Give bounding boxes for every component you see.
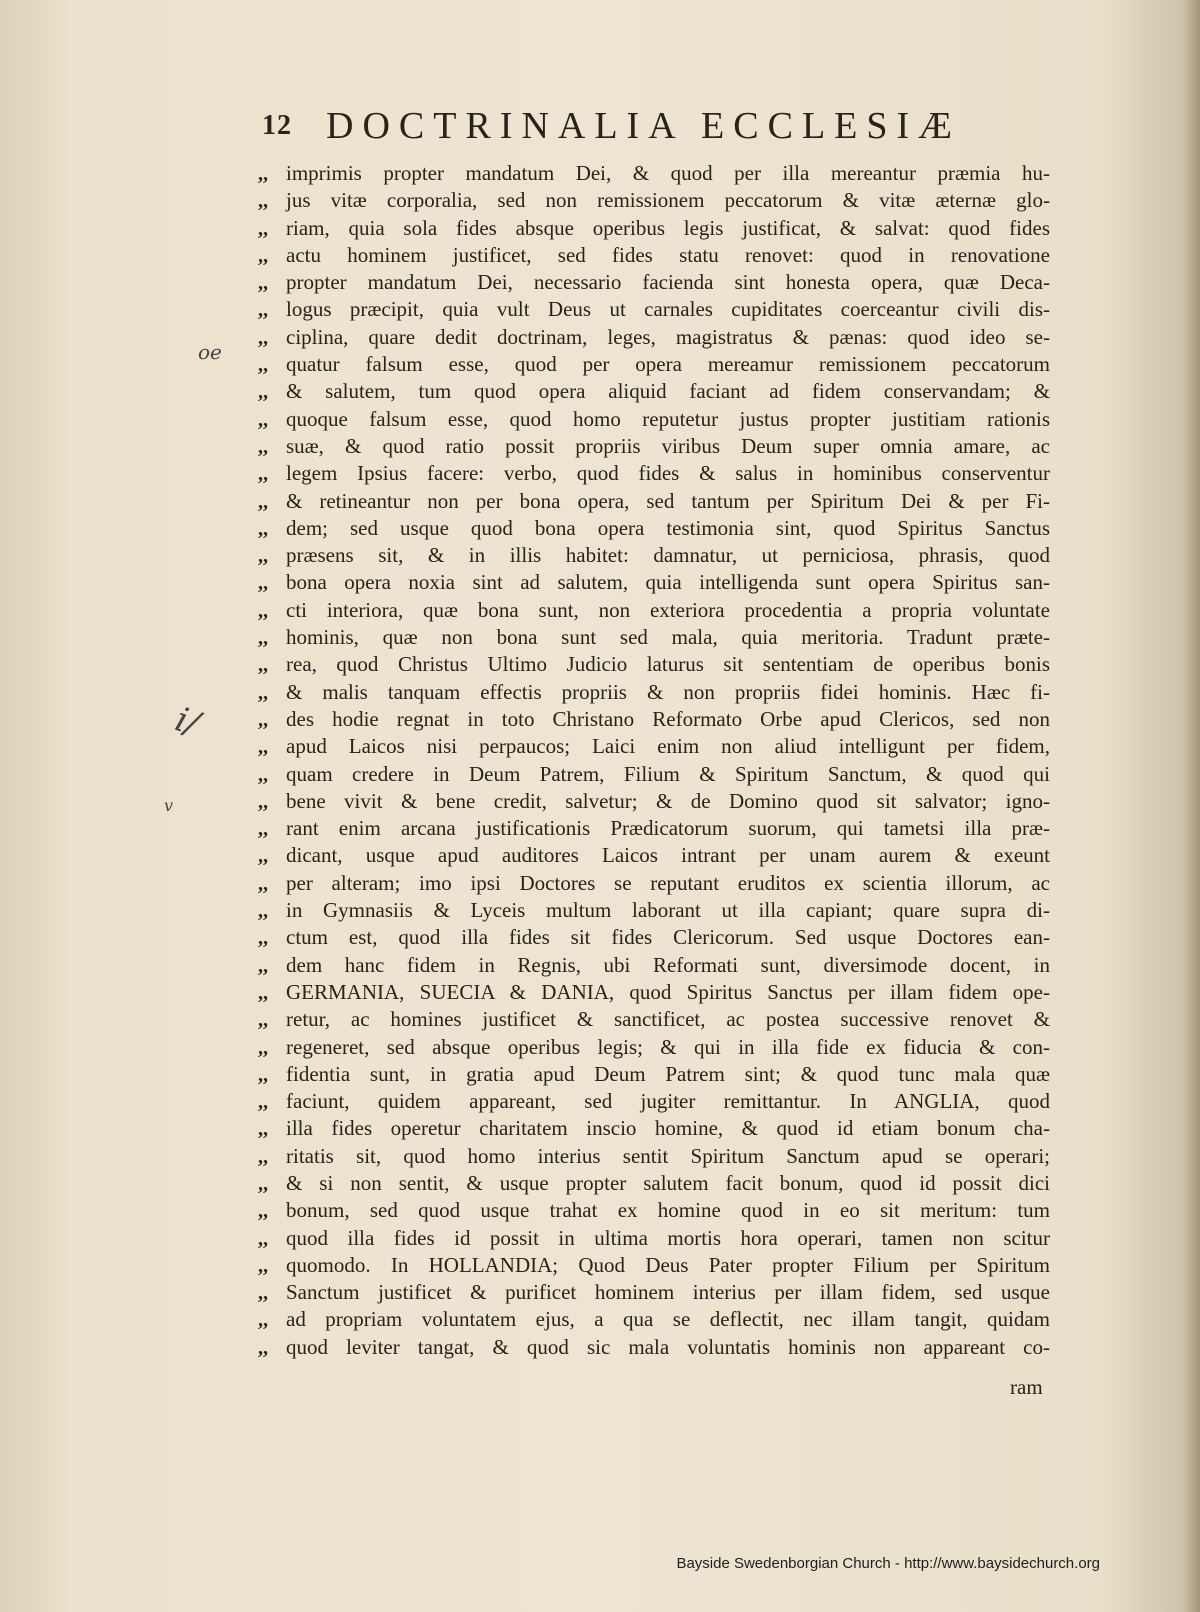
quote-mark: ,, <box>258 244 268 267</box>
quote-mark: ,, <box>258 872 268 895</box>
quote-mark: ,, <box>258 463 268 486</box>
text-line <box>258 1334 1050 1361</box>
text-line <box>258 788 1050 815</box>
quote-mark: ,, <box>258 763 268 786</box>
line-text: propter mandatum Dei, necessario facienda sint honesta opera, quæ Deca- <box>286 270 1050 295</box>
line-text: actu hominem justificet, sed fides statu renovet: quod in renovatione <box>286 242 1050 267</box>
text-line <box>258 378 1050 405</box>
running-head <box>262 104 1062 154</box>
line-text: jus vitæ corporalia, sed non remissionem peccatorum & vitæ æternæ glo- <box>286 188 1050 213</box>
quote-mark: ,, <box>258 326 268 349</box>
line-text: legem Ipsius facere: verbo, quod fides & salus in hominibus conserventur <box>286 461 1050 486</box>
line-text: bona opera noxia sint ad salutem, quia intelligenda sunt opera Spiritus san- <box>286 570 1050 595</box>
line-text: quod illa fides id possit in ultima mortis hora operari, tamen non scitur <box>286 1225 1050 1250</box>
text-line <box>258 597 1050 624</box>
text-line <box>258 733 1050 760</box>
text-line <box>258 679 1050 706</box>
catchword: ram <box>1010 1375 1043 1399</box>
text-line <box>258 761 1050 788</box>
text-line <box>258 1034 1050 1061</box>
text-line <box>258 351 1050 378</box>
quote-mark: ,, <box>258 354 268 377</box>
quote-mark: ,, <box>258 381 268 404</box>
line-text: dicant, usque apud auditores Laicos intrant per unam aurem & exeunt <box>286 843 1050 868</box>
line-text: quoque falsum esse, quod homo reputetur justus propter justitiam rationis <box>286 406 1050 431</box>
text-line <box>258 433 1050 460</box>
margin-note-i: i/ <box>170 699 204 745</box>
quote-mark: ,, <box>258 981 268 1004</box>
text-line <box>258 870 1050 897</box>
quote-mark: ,, <box>258 490 268 513</box>
text-line <box>258 187 1050 214</box>
line-text: apud Laicos nisi perpaucos; Laici enim non aliud intelligunt per fidem, <box>286 734 1050 759</box>
text-line <box>258 1225 1050 1252</box>
margin-note-oe: oe <box>198 340 222 364</box>
quote-mark: ,, <box>258 681 268 704</box>
quote-mark: ,, <box>258 1227 268 1250</box>
quote-mark: ,, <box>258 790 268 813</box>
line-text: rant enim arcana justificationis Prædicatorum suorum, qui tametsi illa præ- <box>286 816 1050 841</box>
quote-mark: ,, <box>258 435 268 458</box>
quote-mark: ,, <box>258 1200 268 1223</box>
text-line <box>258 569 1050 596</box>
text-line <box>258 1306 1050 1333</box>
quote-mark: ,, <box>258 163 268 185</box>
margin-note-v: v <box>164 796 174 815</box>
text-line <box>258 515 1050 542</box>
line-text: in Gymnasiis & Lyceis multum laborant ut illa capiant; quare supra di- <box>286 898 1050 923</box>
text-line <box>258 1197 1050 1224</box>
quote-mark: ,, <box>258 272 268 295</box>
line-text: dem hanc fidem in Regnis, ubi Reformati sunt, diversimode docent, in <box>286 952 1050 977</box>
text-line <box>258 542 1050 569</box>
text-line <box>258 269 1050 296</box>
line-text: logus præcipit, quia vult Deus ut carnales cupiditates coerceantur civili dis- <box>286 297 1050 322</box>
quote-mark: ,, <box>258 1091 268 1114</box>
line-text: quod leviter tangat, & quod sic mala voluntatis hominis non appareant co- <box>286 1334 1050 1359</box>
line-text: quatur falsum esse, quod per opera mereamur remissionem peccatorum <box>286 352 1050 377</box>
quote-mark: ,, <box>258 1145 268 1168</box>
line-text: bonum, sed quod usque trahat ex homine quod in eo sit meritum: tum <box>286 1198 1050 1223</box>
quote-mark: ,, <box>258 1172 268 1195</box>
quote-mark: ,, <box>258 408 268 431</box>
quote-mark: ,, <box>258 627 268 650</box>
line-text: riam, quia sola fides absque operibus legis justificat, & salvat: quod fides <box>286 215 1050 240</box>
page-number: 12 <box>262 110 292 141</box>
line-text: præsens sit, & in illis habitet: damnatur, ut perniciosa, phrasis, quod <box>286 543 1050 568</box>
quote-mark: ,, <box>258 517 268 540</box>
line-text: regeneret, sed absque operibus legis; & qui in illa fide ex fiducia & con- <box>286 1034 1050 1059</box>
text-line <box>258 924 1050 951</box>
line-text: rea, quod Christus Ultimo Judicio laturus sit sententiam de operibus bonis <box>286 652 1050 677</box>
text-line <box>258 296 1050 323</box>
line-text: & malis tanquam effectis propriis & non propriis fidei hominis. Hæc fi- <box>286 679 1050 704</box>
line-text: des hodie regnat in toto Christano Reformato Orbe apud Clericos, sed non <box>286 706 1050 731</box>
text-line <box>258 1170 1050 1197</box>
line-text: cti interiora, quæ bona sunt, non exteriora procedentia a propria voluntate <box>286 597 1050 622</box>
quote-mark: ,, <box>258 599 268 622</box>
text-line <box>258 1279 1050 1306</box>
text-line <box>258 215 1050 242</box>
footer-credit: Bayside Swedenborgian Church - http://www.baysidechurch.org <box>676 1555 1100 1572</box>
quote-mark: ,, <box>258 708 268 731</box>
line-text: Sanctum justificet & purificet hominem interius per illam fidem, sed usque <box>286 1280 1050 1305</box>
text-line <box>258 842 1050 869</box>
line-text: imprimis propter mandatum Dei, & quod per illa mereantur præmia hu- <box>286 161 1050 185</box>
line-text: hominis, quæ non bona sunt sed mala, quia meritoria. Tradunt præte- <box>286 625 1050 650</box>
text-line <box>258 1252 1050 1279</box>
line-text: quam credere in Deum Patrem, Filium & Spiritum Sanctum, & quod qui <box>286 761 1050 786</box>
text-line <box>258 815 1050 842</box>
text-line <box>258 160 1050 187</box>
page-gutter-shadow <box>1182 0 1200 1612</box>
line-text: retur, ac homines justificet & sanctificet, ac postea successive renovet & <box>286 1007 1050 1032</box>
quote-mark: ,, <box>258 1063 268 1086</box>
quote-mark: ,, <box>258 845 268 868</box>
text-line <box>258 1115 1050 1142</box>
line-text: & salutem, tum quod opera aliquid faciant ad fidem conservandam; & <box>286 379 1050 404</box>
page-title: DOCTRINALIA ECCLESIÆ <box>326 105 961 147</box>
line-text: GERMANIA, SUECIA & DANIA, quod Spiritus Sanctus per illam fidem ope- <box>286 979 1050 1004</box>
quote-mark: ,, <box>258 190 268 213</box>
body-text <box>258 160 1050 1361</box>
quote-mark: ,, <box>258 1254 268 1277</box>
line-text: ad propriam voluntatem ejus, a qua se deflectit, nec illam tangit, quidam <box>286 1307 1050 1332</box>
quote-mark: ,, <box>258 736 268 759</box>
line-text: quomodo. In HOLLANDIA; Quod Deus Pater propter Filium per Spiritum <box>286 1252 1050 1277</box>
quote-mark: ,, <box>258 818 268 841</box>
quote-mark: ,, <box>258 954 268 977</box>
text-line <box>258 406 1050 433</box>
text-line <box>258 952 1050 979</box>
line-text: ctum est, quod illa fides sit fides Clericorum. Sed usque Doctores ean- <box>286 925 1050 950</box>
text-line <box>258 460 1050 487</box>
text-line <box>258 706 1050 733</box>
text-line <box>258 488 1050 515</box>
text-line <box>258 242 1050 269</box>
quote-mark: ,, <box>258 1036 268 1059</box>
quote-mark: ,, <box>258 1336 268 1359</box>
line-text: ciplina, quare dedit doctrinam, leges, magistratus & pænas: quod ideo se- <box>286 324 1050 349</box>
line-text: dem; sed usque quod bona opera testimonia sint, quod Spiritus Sanctus <box>286 515 1050 540</box>
text-line <box>258 624 1050 651</box>
quote-mark: ,, <box>258 654 268 677</box>
quote-mark: ,, <box>258 1118 268 1141</box>
text-line <box>258 1061 1050 1088</box>
line-text: illa fides operetur charitatem inscio homine, & quod id etiam bonum cha- <box>286 1116 1050 1141</box>
line-text: fidentia sunt, in gratia apud Deum Patrem sint; & quod tunc mala quæ <box>286 1061 1050 1086</box>
quote-mark: ,, <box>258 1282 268 1305</box>
quote-mark: ,, <box>258 1309 268 1332</box>
quote-mark: ,, <box>258 545 268 568</box>
line-text: per alteram; imo ipsi Doctores se reputant eruditos ex scientia illorum, ac <box>286 870 1050 895</box>
quote-mark: ,, <box>258 900 268 923</box>
line-text: faciunt, quidem appareant, sed jugiter remittantur. In ANGLIA, quod <box>286 1089 1050 1114</box>
text-line <box>258 1006 1050 1033</box>
line-text: ritatis sit, quod homo interius sentit Spiritum Sanctum apud se operari; <box>286 1143 1050 1168</box>
text-line <box>258 897 1050 924</box>
quote-mark: ,, <box>258 927 268 950</box>
text-line <box>258 1088 1050 1115</box>
line-text: & retineantur non per bona opera, sed tantum per Spiritum Dei & per Fi- <box>286 488 1050 513</box>
text-line <box>258 651 1050 678</box>
quote-mark: ,, <box>258 572 268 595</box>
line-text: suæ, & quod ratio possit propriis viribus Deum super omnia amare, ac <box>286 433 1050 458</box>
text-line <box>258 979 1050 1006</box>
quote-mark: ,, <box>258 217 268 240</box>
quote-mark: ,, <box>258 1009 268 1032</box>
text-line <box>258 324 1050 351</box>
line-text: bene vivit & bene credit, salvetur; & de Domino quod sit salvator; igno- <box>286 788 1050 813</box>
quote-mark: ,, <box>258 299 268 322</box>
text-line <box>258 1143 1050 1170</box>
line-text: & si non sentit, & usque propter salutem facit bonum, quod id possit dici <box>286 1170 1050 1195</box>
